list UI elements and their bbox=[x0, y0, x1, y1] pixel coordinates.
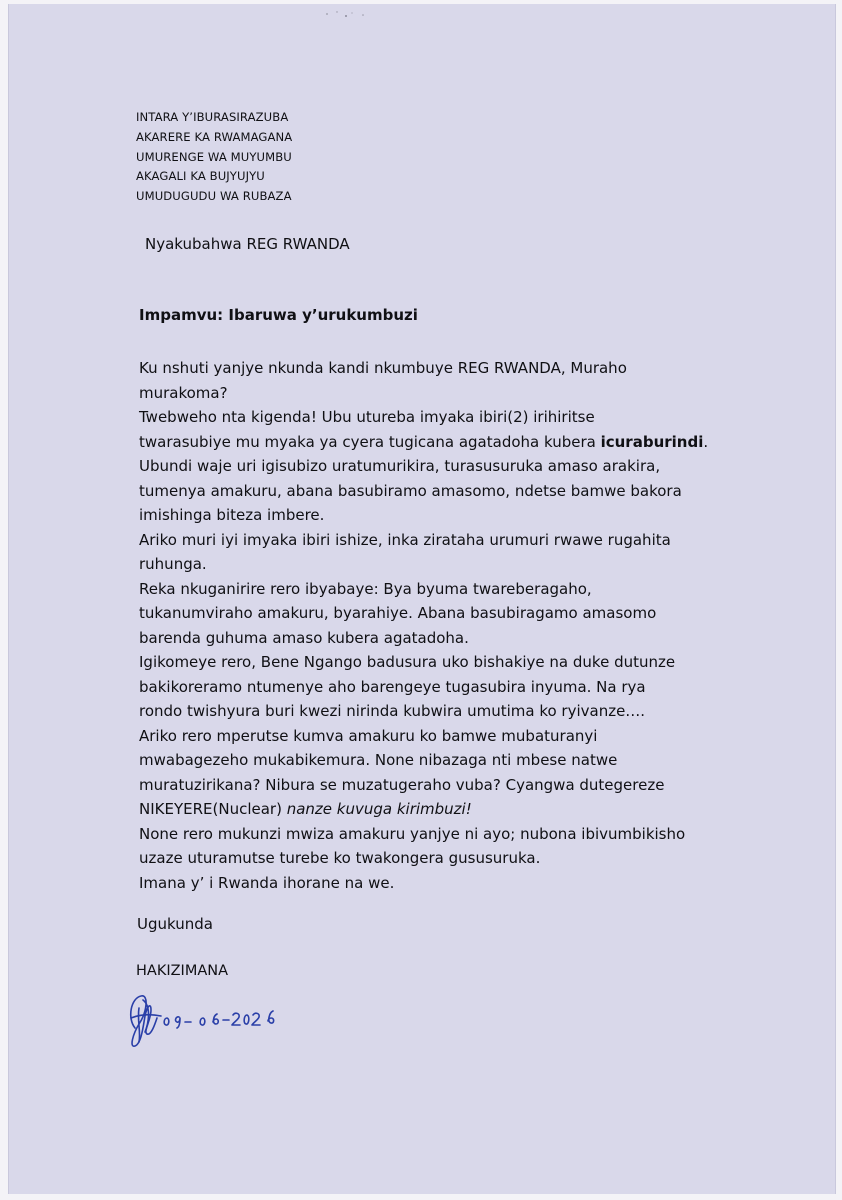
body-line: Twebweho nta kigenda! Ubu utureba imyaka ibiri(2) irihiritse bbox=[139, 408, 595, 426]
body-line: barenda guhuma amaso kubera agatadoha. bbox=[139, 628, 469, 647]
body-line: tukanumviraho amakuru, byarahiye. Abana basubiragamo amasomo bbox=[139, 604, 657, 622]
body-line: mwabagezeho mukabikemura. None nibazaga nti mbese natwe bbox=[139, 751, 618, 769]
body-line: uzaze uturamutse turebe ko twakongera gususuruka. bbox=[139, 849, 541, 867]
address-village: UMUDUGUDU WA RUBAZA bbox=[136, 189, 292, 204]
body-line: rondo twishyura buri kwezi nirinda kubwira umutima ko ryivanze…. bbox=[139, 702, 646, 720]
letter-body bbox=[139, 356, 819, 895]
address-province: INTARA Y’IBURASIRAZUBA bbox=[136, 110, 289, 124]
handwritten-signature-and-date bbox=[121, 988, 321, 1052]
address-sector: UMURENGE WA MUYUMBU bbox=[136, 149, 292, 164]
bold-word: icuraburindi bbox=[600, 432, 704, 451]
body-line: murakoma? bbox=[139, 383, 228, 402]
address-cell: AKAGALI KA BUJYUJYU bbox=[136, 169, 265, 184]
sender-address bbox=[136, 108, 292, 207]
body-line: None rero mukunzi mwiza amakuru yanjye ni ayo; nubona ibivumbikisho bbox=[139, 824, 686, 843]
body-line: muratuzirikana? Nibura se muzatugeraho vuba? Cyangwa dutegereze bbox=[139, 775, 665, 794]
recipient-salutation: Nyakubahwa REG RWANDA bbox=[145, 235, 350, 253]
body-line: tumenya amakuru, abana basubiramo amasomo, ndetse bamwe bakora bbox=[139, 481, 682, 500]
italic-phrase: nanze kuvuga kirimbuzi! bbox=[286, 800, 472, 818]
body-line: Ubundi waje uri igisubizo uratumurikira, turasusuruka amaso arakira, bbox=[139, 457, 661, 475]
body-line: twarasubiye mu myaka ya cyera tugicana agatadoha kubera icuraburindi. bbox=[139, 432, 709, 451]
body-line: Ariko rero mperutse kumva amakuru ko bamwe mubaturanyi bbox=[139, 726, 598, 745]
body-line: Igikomeye rero, Bene Ngango badusura uko bishakiye na duke dutunze bbox=[139, 653, 676, 671]
letter-page bbox=[8, 4, 836, 1194]
letter-subject: Impamvu: Ibaruwa y’urukumbuzi bbox=[139, 306, 418, 324]
body-line: Reka nkuganirire rero ibyabaye: Bya byuma twareberagaho, bbox=[139, 579, 592, 598]
closing-phrase: Ugukunda bbox=[137, 915, 213, 933]
signer-name: HAKIZIMANA bbox=[136, 963, 229, 979]
scan-specks bbox=[319, 8, 379, 22]
body-line: Imana y’ i Rwanda ihorane na we. bbox=[139, 873, 395, 892]
body-line: Ariko muri iyi imyaka ibiri ishize, inka ziratahа urumuri rwawe rugahita bbox=[139, 530, 671, 549]
body-line: imishinga biteza imbere. bbox=[139, 506, 325, 524]
body-line: NIKEYERE(Nuclear) nanze kuvuga kirimbuzi! bbox=[139, 800, 472, 818]
body-line: Ku nshuti yanjye nkunda kandi nkumbuye REG RWANDA, Muraho bbox=[139, 359, 627, 377]
body-line: ruhunga. bbox=[139, 555, 207, 573]
body-line: bakikoreramo ntumenye aho barengeye tugasubira inyuma. Na rya bbox=[139, 677, 646, 696]
address-district: AKARERE KA RWAMAGANA bbox=[136, 129, 293, 144]
